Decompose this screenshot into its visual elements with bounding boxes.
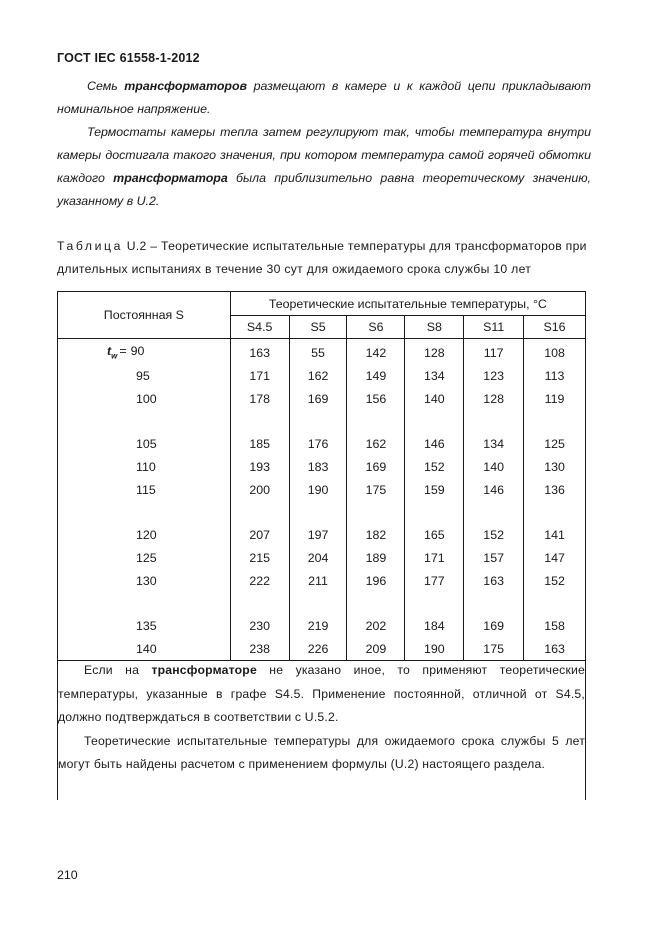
constant-s-cell xyxy=(58,387,231,410)
temperature-cell: 134 xyxy=(405,364,464,387)
temperature-cell: 190 xyxy=(405,637,464,661)
constant-s-value: 125 xyxy=(136,550,157,565)
spacer-cell xyxy=(347,592,405,614)
spacer-cell xyxy=(405,410,464,432)
temperature-cell: 230 xyxy=(230,614,289,637)
temperature-cell: 175 xyxy=(464,637,524,661)
constant-s-value: 95 xyxy=(136,368,150,383)
temperature-cell: 190 xyxy=(289,478,347,501)
table-row xyxy=(58,614,586,637)
temperature-cell: 158 xyxy=(524,614,586,637)
constant-s-cell xyxy=(58,364,231,387)
temperature-cell: 169 xyxy=(464,614,524,637)
temperature-cell: 140 xyxy=(464,455,524,478)
temperature-cell: 215 xyxy=(230,546,289,569)
temperature-cell: 157 xyxy=(464,546,524,569)
temperature-cell: 123 xyxy=(464,364,524,387)
table-row xyxy=(58,364,586,387)
temperature-cell: 189 xyxy=(347,546,405,569)
paragraph-1-bold-term: трансформаторов xyxy=(124,79,248,93)
constant-s-cell xyxy=(58,614,231,637)
temperature-cell: 152 xyxy=(405,455,464,478)
tw-symbol: $t_w$ = xyxy=(107,344,127,361)
temperature-cell: 183 xyxy=(289,455,347,478)
constant-s-value: 120 xyxy=(136,527,157,542)
temperature-cell: 165 xyxy=(405,523,464,546)
table-spacer-row xyxy=(58,501,586,523)
temperature-cell: 146 xyxy=(405,432,464,455)
temperature-cell: 134 xyxy=(464,432,524,455)
temperature-cell: 204 xyxy=(289,546,347,569)
header-constant-s: Постоянная S xyxy=(58,292,231,339)
paragraph-1-text-end: размещают в камере и к каждой цепи прикладывают номинальное напряжение. xyxy=(57,79,591,116)
column-header-s6: S6 xyxy=(347,316,405,339)
constant-s-value: 135 xyxy=(136,618,157,633)
temperature-cell: 184 xyxy=(405,614,464,637)
temperature-cell: 141 xyxy=(524,523,586,546)
spacer-cell xyxy=(347,410,405,432)
table-row xyxy=(58,339,586,365)
temperature-cell: 147 xyxy=(524,546,586,569)
paragraph-2-text-start: Термостаты камеры тепла затем регулируют так, чтобы температура внутри камеры достигала такого значения, при котором температура самой горячей обмотки каждого xyxy=(57,125,591,185)
column-header-s11: S11 xyxy=(464,316,524,339)
table-row xyxy=(58,455,586,478)
constant-s-value: 130 xyxy=(136,573,157,588)
temperature-cell: 152 xyxy=(524,569,586,592)
table-spacer-row xyxy=(58,592,586,614)
spacer-cell xyxy=(289,410,347,432)
temperature-cell: 202 xyxy=(347,614,405,637)
temperature-cell: 169 xyxy=(289,387,347,410)
temperature-cell: 117 xyxy=(464,339,524,365)
temperature-cell: 171 xyxy=(230,364,289,387)
constant-s-cell xyxy=(58,523,231,546)
temperature-cell: 175 xyxy=(347,478,405,501)
temperature-cell: 185 xyxy=(230,432,289,455)
spacer-cell xyxy=(58,592,231,614)
temperature-cell: 169 xyxy=(347,455,405,478)
temperature-cell: 119 xyxy=(524,387,586,410)
temperature-cell: 163 xyxy=(464,569,524,592)
spacer-cell xyxy=(464,410,524,432)
table-row xyxy=(58,569,586,592)
table-row xyxy=(58,637,586,661)
spacer-cell xyxy=(230,592,289,614)
constant-s-cell xyxy=(58,339,231,365)
temperature-cell: 146 xyxy=(464,478,524,501)
table-caption xyxy=(57,235,591,281)
table-caption-text: U.2 – Теоретические испытательные температуры для трансформаторов при длительных испытаниях в течение 30 сут для ожидаемого срока службы 10 лет xyxy=(57,239,587,276)
paragraph-transformers-placement xyxy=(57,75,591,121)
temperature-cell: 163 xyxy=(230,339,289,365)
temperature-cell: 128 xyxy=(464,387,524,410)
note-1-text-end: не указано иное, то применяют теоретические температуры, указанные в графе S4.5. Применение постоянной, отличной от S4.5, должно подтверждаться в соответствии с U.5.2. xyxy=(58,663,585,724)
temperature-cell: 156 xyxy=(347,387,405,410)
spacer-cell xyxy=(347,501,405,523)
paragraph-2-text-end: была приблизительно равна теоретическому значению, указанному в U.2. xyxy=(57,171,591,208)
spacer-cell xyxy=(58,501,231,523)
spacer-cell xyxy=(524,410,586,432)
temperature-cell: 142 xyxy=(347,339,405,365)
paragraph-thermostat-adjustment xyxy=(57,121,591,213)
spacer-cell xyxy=(464,592,524,614)
column-header-s16: S16 xyxy=(524,316,586,339)
temperature-cell: 193 xyxy=(230,455,289,478)
spacer-cell xyxy=(524,501,586,523)
temperature-cell: 136 xyxy=(524,478,586,501)
spacer-cell xyxy=(230,410,289,432)
column-header-s4-5: S4.5 xyxy=(230,316,289,339)
constant-s-value: 115 xyxy=(136,482,156,497)
table-row xyxy=(58,432,586,455)
temperature-cell: 197 xyxy=(289,523,347,546)
spacer-cell xyxy=(289,592,347,614)
constant-s-value: 100 xyxy=(136,391,157,406)
temperature-cell: 196 xyxy=(347,569,405,592)
constant-s-value: 110 xyxy=(136,459,156,474)
temperature-cell: 207 xyxy=(230,523,289,546)
temperature-cell: 149 xyxy=(347,364,405,387)
note-1-text-start: Если на xyxy=(84,663,152,677)
temperature-cell: 176 xyxy=(289,432,347,455)
constant-s-value: 105 xyxy=(136,436,157,451)
paragraph-1-text-start: Семь xyxy=(87,79,125,93)
header-test-temperatures: Теоретические испытательные температуры, °С xyxy=(230,292,585,316)
constant-s-cell xyxy=(58,432,231,455)
temperature-cell: 211 xyxy=(289,569,347,592)
temperature-cell: 222 xyxy=(230,569,289,592)
table-row xyxy=(58,478,586,501)
note-five-year-calculation: Теоретические испытательные температуры для ожидаемого срока службы 5 лет могут быть найдены расчетом с применением формулы (U.2) настоящего раздела. xyxy=(58,733,585,771)
document-standard-id: ГОСТ IEC 61558-1-2012 xyxy=(57,51,200,65)
spacer-cell xyxy=(524,592,586,614)
test-temperature-table xyxy=(57,291,586,661)
table-caption-label: Таблица xyxy=(57,239,123,253)
temperature-cell: 128 xyxy=(405,339,464,365)
page-number: 210 xyxy=(57,868,78,882)
constant-s-cell xyxy=(58,546,231,569)
table-row xyxy=(58,523,586,546)
temperature-cell: 162 xyxy=(347,432,405,455)
temperature-cell: 209 xyxy=(347,637,405,661)
spacer-cell xyxy=(464,501,524,523)
constant-s-cell xyxy=(58,637,231,661)
spacer-cell xyxy=(405,592,464,614)
paragraph-2-bold-term: трансформатора xyxy=(113,171,228,185)
temperature-cell: 130 xyxy=(524,455,586,478)
constant-s-cell xyxy=(58,569,231,592)
temperature-cell: 55 xyxy=(289,339,347,365)
spacer-cell xyxy=(289,501,347,523)
table-row xyxy=(58,387,586,410)
temperature-cell: 182 xyxy=(347,523,405,546)
temperature-cell: 200 xyxy=(230,478,289,501)
temperature-cell: 140 xyxy=(405,387,464,410)
note-default-column xyxy=(58,659,585,730)
constant-s-cell xyxy=(58,478,231,501)
temperature-cell: 162 xyxy=(289,364,347,387)
column-header-s8: S8 xyxy=(405,316,464,339)
temperature-cell: 159 xyxy=(405,478,464,501)
constant-s-cell xyxy=(58,455,231,478)
spacer-cell xyxy=(58,410,231,432)
temperature-cell: 152 xyxy=(464,523,524,546)
temperature-cell: 108 xyxy=(524,339,586,365)
spacer-cell xyxy=(230,501,289,523)
temperature-cell: 177 xyxy=(405,569,464,592)
note-1-bold-term: трансформаторе xyxy=(151,663,257,677)
constant-s-value: 90 xyxy=(130,344,145,359)
temperature-cell: 171 xyxy=(405,546,464,569)
temperature-cell: 219 xyxy=(289,614,347,637)
table-spacer-row xyxy=(58,410,586,432)
table-row xyxy=(58,546,586,569)
table-notes xyxy=(57,658,586,800)
temperature-cell: 178 xyxy=(230,387,289,410)
column-header-s5: S5 xyxy=(289,316,347,339)
temperature-cell: 113 xyxy=(524,364,586,387)
constant-s-value: 140 xyxy=(136,641,157,656)
temperature-cell: 226 xyxy=(289,637,347,661)
temperature-cell: 125 xyxy=(524,432,586,455)
temperature-cell: 163 xyxy=(524,637,586,661)
temperature-cell: 238 xyxy=(230,637,289,661)
spacer-cell xyxy=(405,501,464,523)
